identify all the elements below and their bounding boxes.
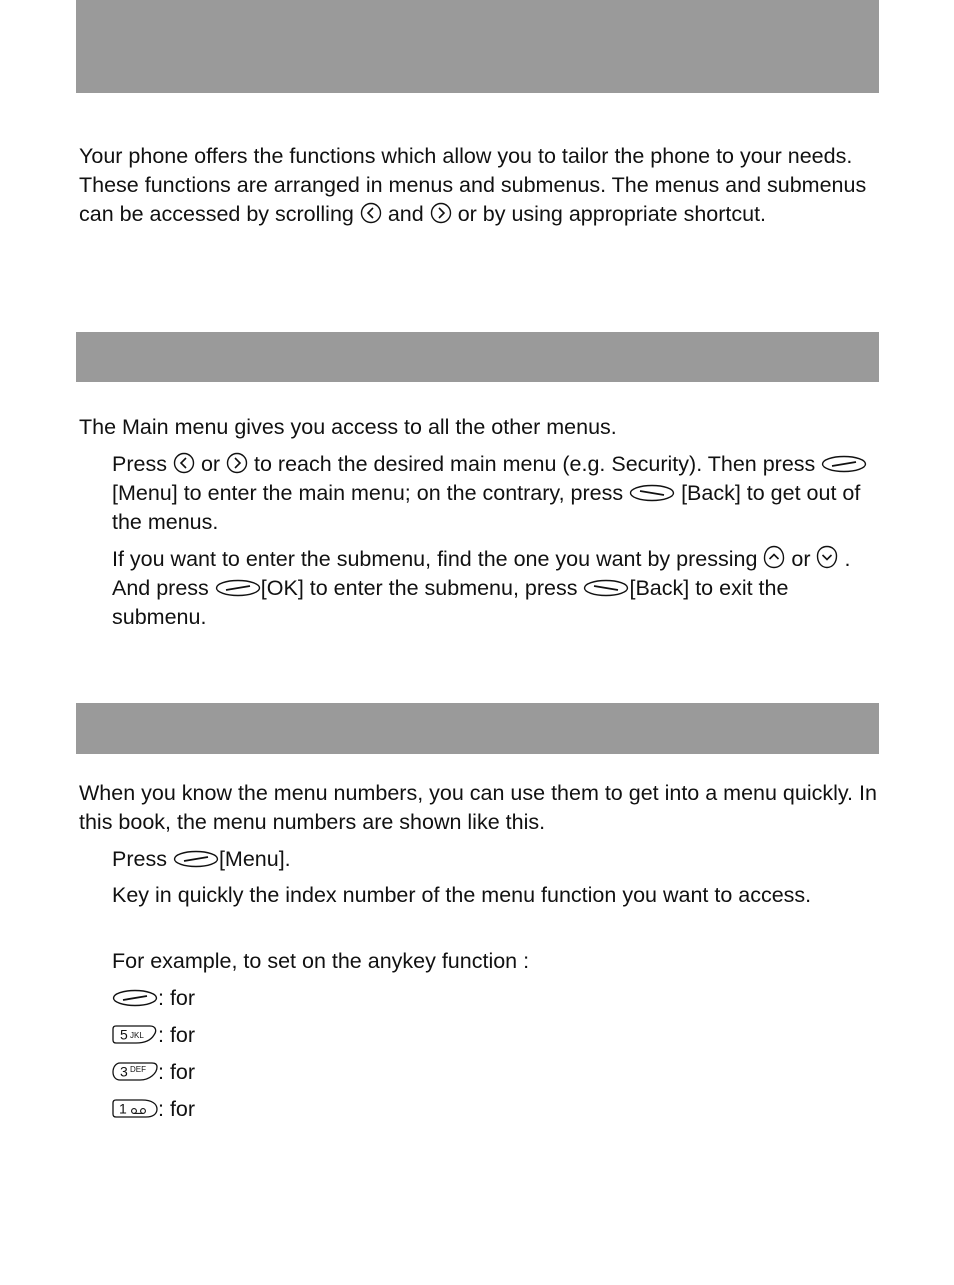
shortcut-row-key-1: 1 : for [112, 1095, 872, 1124]
shortcut-lead: When you know the menu numbers, you can use them to get into a menu quickly. In this book, the menu numbers are shown like this. [79, 781, 877, 834]
section-header-band-3 [76, 703, 879, 754]
key-5-icon [112, 1023, 158, 1045]
svg-text:1: 1 [119, 1100, 127, 1117]
left-soft-key-icon [112, 988, 158, 1008]
left-soft-key-icon [821, 454, 867, 474]
svg-text:DEF: DEF [130, 1065, 146, 1074]
shortcut-row-key-3: 3 DEF : for [112, 1058, 872, 1087]
svg-text:3: 3 [120, 1063, 128, 1080]
right-soft-key-icon [583, 578, 629, 598]
shortcut-row-menu-key: : for [112, 984, 872, 1013]
shortcut-row-key-5: 5 JKL : for [112, 1021, 872, 1050]
nav-left-icon [360, 202, 382, 224]
key-3-icon [112, 1060, 158, 1082]
svg-text:JKL: JKL [130, 1031, 144, 1040]
section-header-band-1 [76, 0, 879, 93]
section-header-band-2 [76, 332, 879, 382]
nav-up-icon [763, 545, 785, 569]
nav-left-icon [173, 452, 195, 474]
left-soft-key-icon [173, 849, 219, 869]
nav-right-icon [430, 202, 452, 224]
right-soft-key-icon [629, 483, 675, 503]
shortcut-step-keyin: Key in quickly the index number of the menu function you want to access. [112, 883, 812, 907]
left-soft-key-icon [215, 578, 261, 598]
main-menu-step-1: Press or to reach the desired main menu (e.g. Security). Then press [Menu] to enter the main menu; on the contrary, press [Back] to get out of the menus. [112, 450, 872, 537]
shortcut-step-example: For example, to set on the anykey function : [112, 949, 530, 973]
shortcut-step-press: Press [Menu]. [112, 847, 291, 871]
intro-paragraph: Your phone offers the functions which allow you to tailor the phone to your needs. These functions are arranged in menus and submenus. The menus and submenus can be accessed by scrolling and or by using appropriate shortcut. [79, 144, 867, 226]
nav-right-icon [226, 452, 248, 474]
main-menu-lead: The Main menu gives you access to all the other menus. [79, 415, 617, 439]
key-1-voicemail-icon [112, 1097, 158, 1119]
svg-text:5: 5 [120, 1026, 128, 1043]
nav-down-icon [816, 545, 838, 569]
main-menu-step-2: If you want to enter the submenu, find the one you want by pressing or . And press [OK] to enter the submenu, press [Back] to exit the submenu. [112, 547, 851, 629]
